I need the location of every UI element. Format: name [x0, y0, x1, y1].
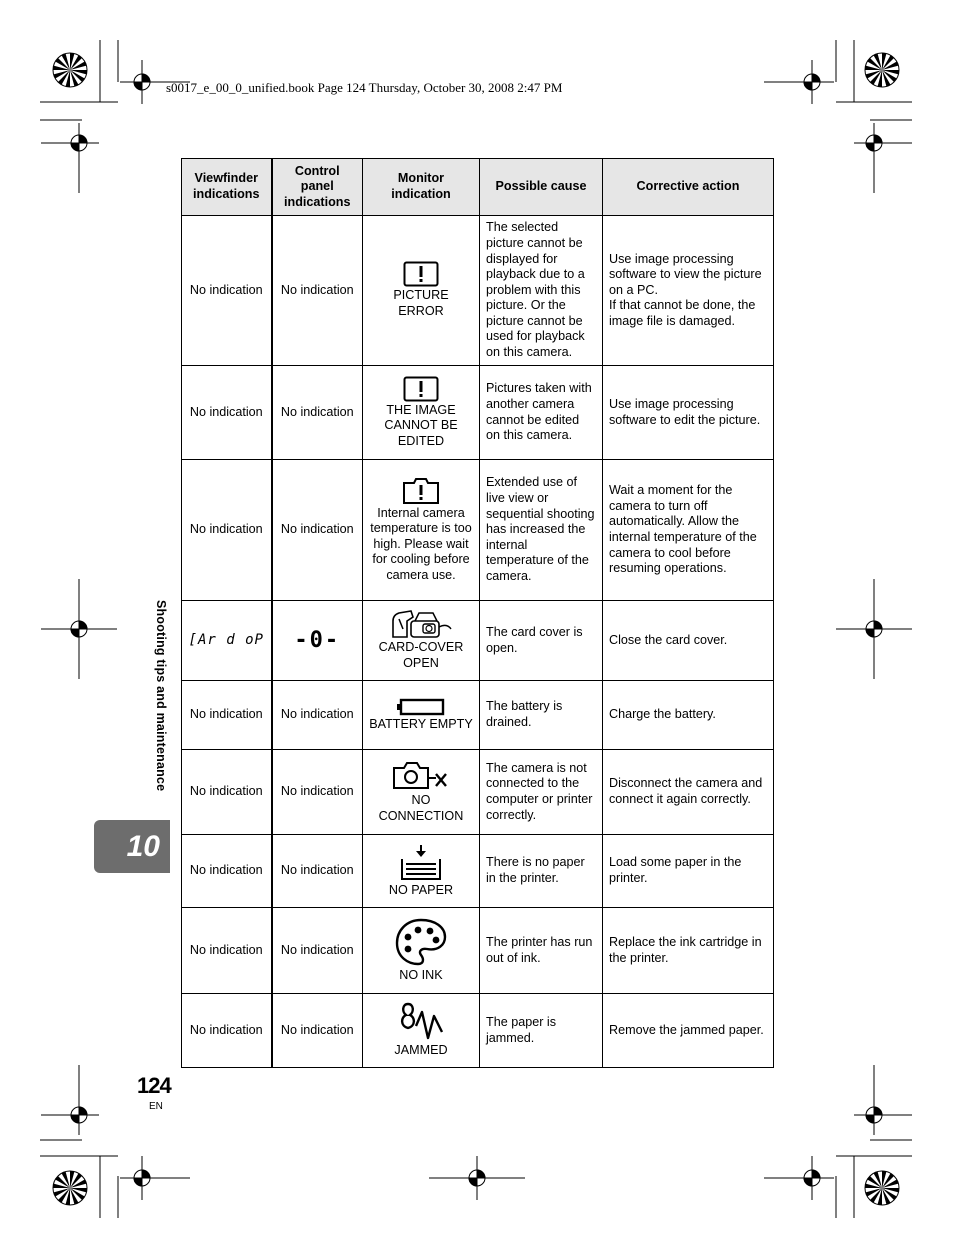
- cause-cell: There is no paper in the printer.: [480, 835, 603, 908]
- cause-cell: Pictures taken with another camera cannot be edited on this camera.: [480, 366, 603, 460]
- col-possible-cause: Possible cause: [480, 159, 603, 216]
- control-panel-cell: No indication: [272, 216, 363, 366]
- monitor-cell: [363, 835, 480, 908]
- monitor-text: Internal camera temperature is too high. Please wait for cooling before camera use.: [370, 505, 472, 582]
- col-monitor: Monitor indication: [363, 159, 480, 216]
- viewfinder-cell: No indication: [182, 681, 272, 750]
- monitor-text: NO PAPER: [388, 882, 454, 897]
- table-row: [182, 994, 774, 1068]
- viewfinder-cell: No indication: [182, 366, 272, 460]
- action-cell: Use image processing software to view the picture on a PC. If that cannot be done, the image file is damaged.: [603, 216, 774, 366]
- cause-cell: The camera is not connected to the computer or printer correctly.: [480, 750, 603, 835]
- viewfinder-cell: No indication: [182, 750, 272, 835]
- col-corrective-action: Corrective action: [603, 159, 774, 216]
- battery-empty-icon: [396, 698, 446, 716]
- action-cell: Wait a moment for the camera to turn off automatically. Allow the internal temperature of the camera to cool before resuming operations.: [603, 460, 774, 601]
- table-row: [182, 750, 774, 835]
- monitor-text: CARD-COVER OPEN: [378, 640, 464, 670]
- table-row: [182, 908, 774, 994]
- table-row: [182, 460, 774, 601]
- cause-cell: Extended use of live view or sequential shooting has increased the internal temperature of the camera.: [480, 460, 603, 601]
- cause-cell: The printer has run out of ink.: [480, 908, 603, 994]
- viewfinder-cell: No indication: [182, 216, 272, 366]
- error-indication-table: [181, 158, 774, 1068]
- camera-no-connection-icon: [392, 760, 450, 792]
- table-header-row: [182, 159, 774, 216]
- control-panel-cell: No indication: [272, 681, 363, 750]
- viewfinder-cell: No indication: [182, 835, 272, 908]
- monitor-text: NO INK: [399, 968, 443, 983]
- monitor-cell: [363, 908, 480, 994]
- action-cell: Replace the ink cartridge in the printer.: [603, 908, 774, 994]
- monitor-cell: [363, 681, 480, 750]
- book-header: s0017_e_00_0_unified.book Page 124 Thursday, October 30, 2008 2:47 PM: [166, 80, 563, 95]
- paper-tray-icon: [399, 844, 443, 882]
- monitor-cell: [363, 994, 480, 1068]
- monitor-cell: [363, 750, 480, 835]
- page-language: EN: [149, 1101, 163, 1112]
- monitor-cell: [363, 216, 480, 366]
- viewfinder-cell: No indication: [182, 460, 272, 601]
- cause-cell: The selected picture cannot be displayed for playback due to a problem with this picture. Or the picture cannot be used for playback on this camera.: [480, 216, 603, 366]
- table-row: [182, 366, 774, 460]
- table-row: [182, 681, 774, 750]
- control-panel-cell: No indication: [272, 750, 363, 835]
- card-cover-icon: [389, 609, 453, 639]
- viewfinder-cell: No indication: [182, 994, 272, 1068]
- control-panel-cell: No indication: [272, 460, 363, 601]
- viewfinder-cell: No indication: [182, 908, 272, 994]
- col-control-panel: Control panel indications: [272, 159, 363, 216]
- action-cell: Close the card cover.: [603, 601, 774, 681]
- control-panel-cell: No indication: [272, 835, 363, 908]
- action-cell: Remove the jammed paper.: [603, 994, 774, 1068]
- paper-jam-icon: [398, 1002, 444, 1042]
- section-side-label: Shooting tips and maintenance: [154, 600, 168, 792]
- chapter-tab: 10: [94, 820, 170, 873]
- cause-cell: The battery is drained.: [480, 681, 603, 750]
- ink-palette-icon: [394, 917, 448, 967]
- control-panel-cell: No indication: [272, 366, 363, 460]
- action-cell: Charge the battery.: [603, 681, 774, 750]
- table-row: [182, 835, 774, 908]
- cause-cell: The paper is jammed.: [480, 994, 603, 1068]
- monitor-cell: [363, 601, 480, 681]
- control-panel-cell: -0-: [272, 601, 363, 681]
- monitor-text: NO CONNECTION: [378, 792, 464, 823]
- monitor-text: BATTERY EMPTY: [369, 716, 473, 731]
- col-viewfinder: Viewfinder indications: [182, 159, 272, 216]
- thermometer-warning-icon: [402, 477, 440, 505]
- monitor-text: PICTURE ERROR: [393, 288, 449, 318]
- monitor-cell: [363, 366, 480, 460]
- monitor-text: JAMMED: [394, 1043, 448, 1058]
- table-row: [182, 216, 774, 366]
- cause-cell: The card cover is open.: [480, 601, 603, 681]
- control-panel-cell: No indication: [272, 994, 363, 1068]
- action-cell: Use image processing software to edit the picture.: [603, 366, 774, 460]
- page-number: 124: [137, 1073, 171, 1098]
- exclamation-icon: [403, 261, 439, 287]
- exclamation-icon: [403, 376, 439, 402]
- action-cell: Disconnect the camera and connect it again correctly.: [603, 750, 774, 835]
- viewfinder-cell: [Ar d oP: [182, 601, 272, 681]
- table-row: [182, 601, 774, 681]
- monitor-text: THE IMAGE CANNOT BE EDITED: [384, 402, 458, 448]
- control-panel-cell: No indication: [272, 908, 363, 994]
- monitor-cell: [363, 460, 480, 601]
- action-cell: Load some paper in the printer.: [603, 835, 774, 908]
